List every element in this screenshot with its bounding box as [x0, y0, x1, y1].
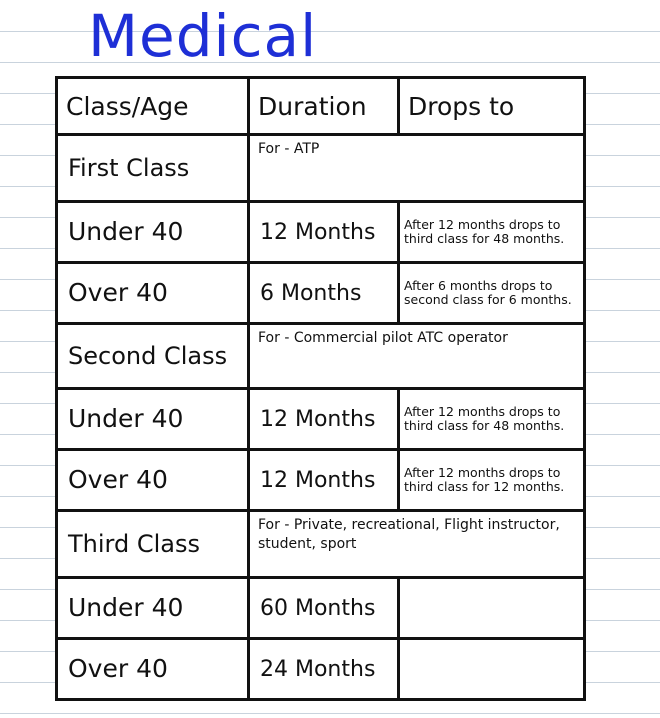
duration-cell: 12 Months [249, 202, 399, 263]
age-cell: Over 40 [57, 450, 249, 511]
table-row [57, 450, 585, 511]
medical-table [55, 76, 586, 701]
age-cell: Under 40 [57, 578, 249, 639]
class-name-first: First Class [57, 135, 249, 202]
header-drops-to: Drops to [399, 78, 585, 135]
header-class-age: Class/Age [57, 78, 249, 135]
drops-to-cell [399, 639, 585, 700]
age-cell: Under 40 [57, 389, 249, 450]
section-row-first-class [57, 135, 585, 202]
class-note-third: For - Private, recreational, Flight instructor, student, sport [249, 511, 585, 578]
page-title: Medical [88, 2, 318, 70]
header-row [57, 78, 585, 135]
duration-cell: 12 Months [249, 389, 399, 450]
table-row [57, 202, 585, 263]
drops-to-cell [399, 578, 585, 639]
table-row [57, 263, 585, 324]
table-row [57, 578, 585, 639]
class-note-second: For - Commercial pilot ATC operator [249, 324, 585, 389]
table-row [57, 389, 585, 450]
age-cell: Over 40 [57, 639, 249, 700]
duration-cell: 6 Months [249, 263, 399, 324]
class-note-first: For - ATP [249, 135, 585, 202]
header-duration: Duration [249, 78, 399, 135]
drops-to-cell: After 12 months drops to third class for 48 months. [399, 389, 585, 450]
age-cell: Over 40 [57, 263, 249, 324]
duration-cell: 24 Months [249, 639, 399, 700]
class-name-third: Third Class [57, 511, 249, 578]
duration-cell: 60 Months [249, 578, 399, 639]
drops-to-cell: After 12 months drops to third class for 48 months. [399, 202, 585, 263]
section-row-second-class [57, 324, 585, 389]
drops-to-cell: After 6 months drops to second class for 6 months. [399, 263, 585, 324]
duration-cell: 12 Months [249, 450, 399, 511]
table-row [57, 639, 585, 700]
age-cell: Under 40 [57, 202, 249, 263]
class-name-second: Second Class [57, 324, 249, 389]
section-row-third-class [57, 511, 585, 578]
drops-to-cell: After 12 months drops to third class for 12 months. [399, 450, 585, 511]
